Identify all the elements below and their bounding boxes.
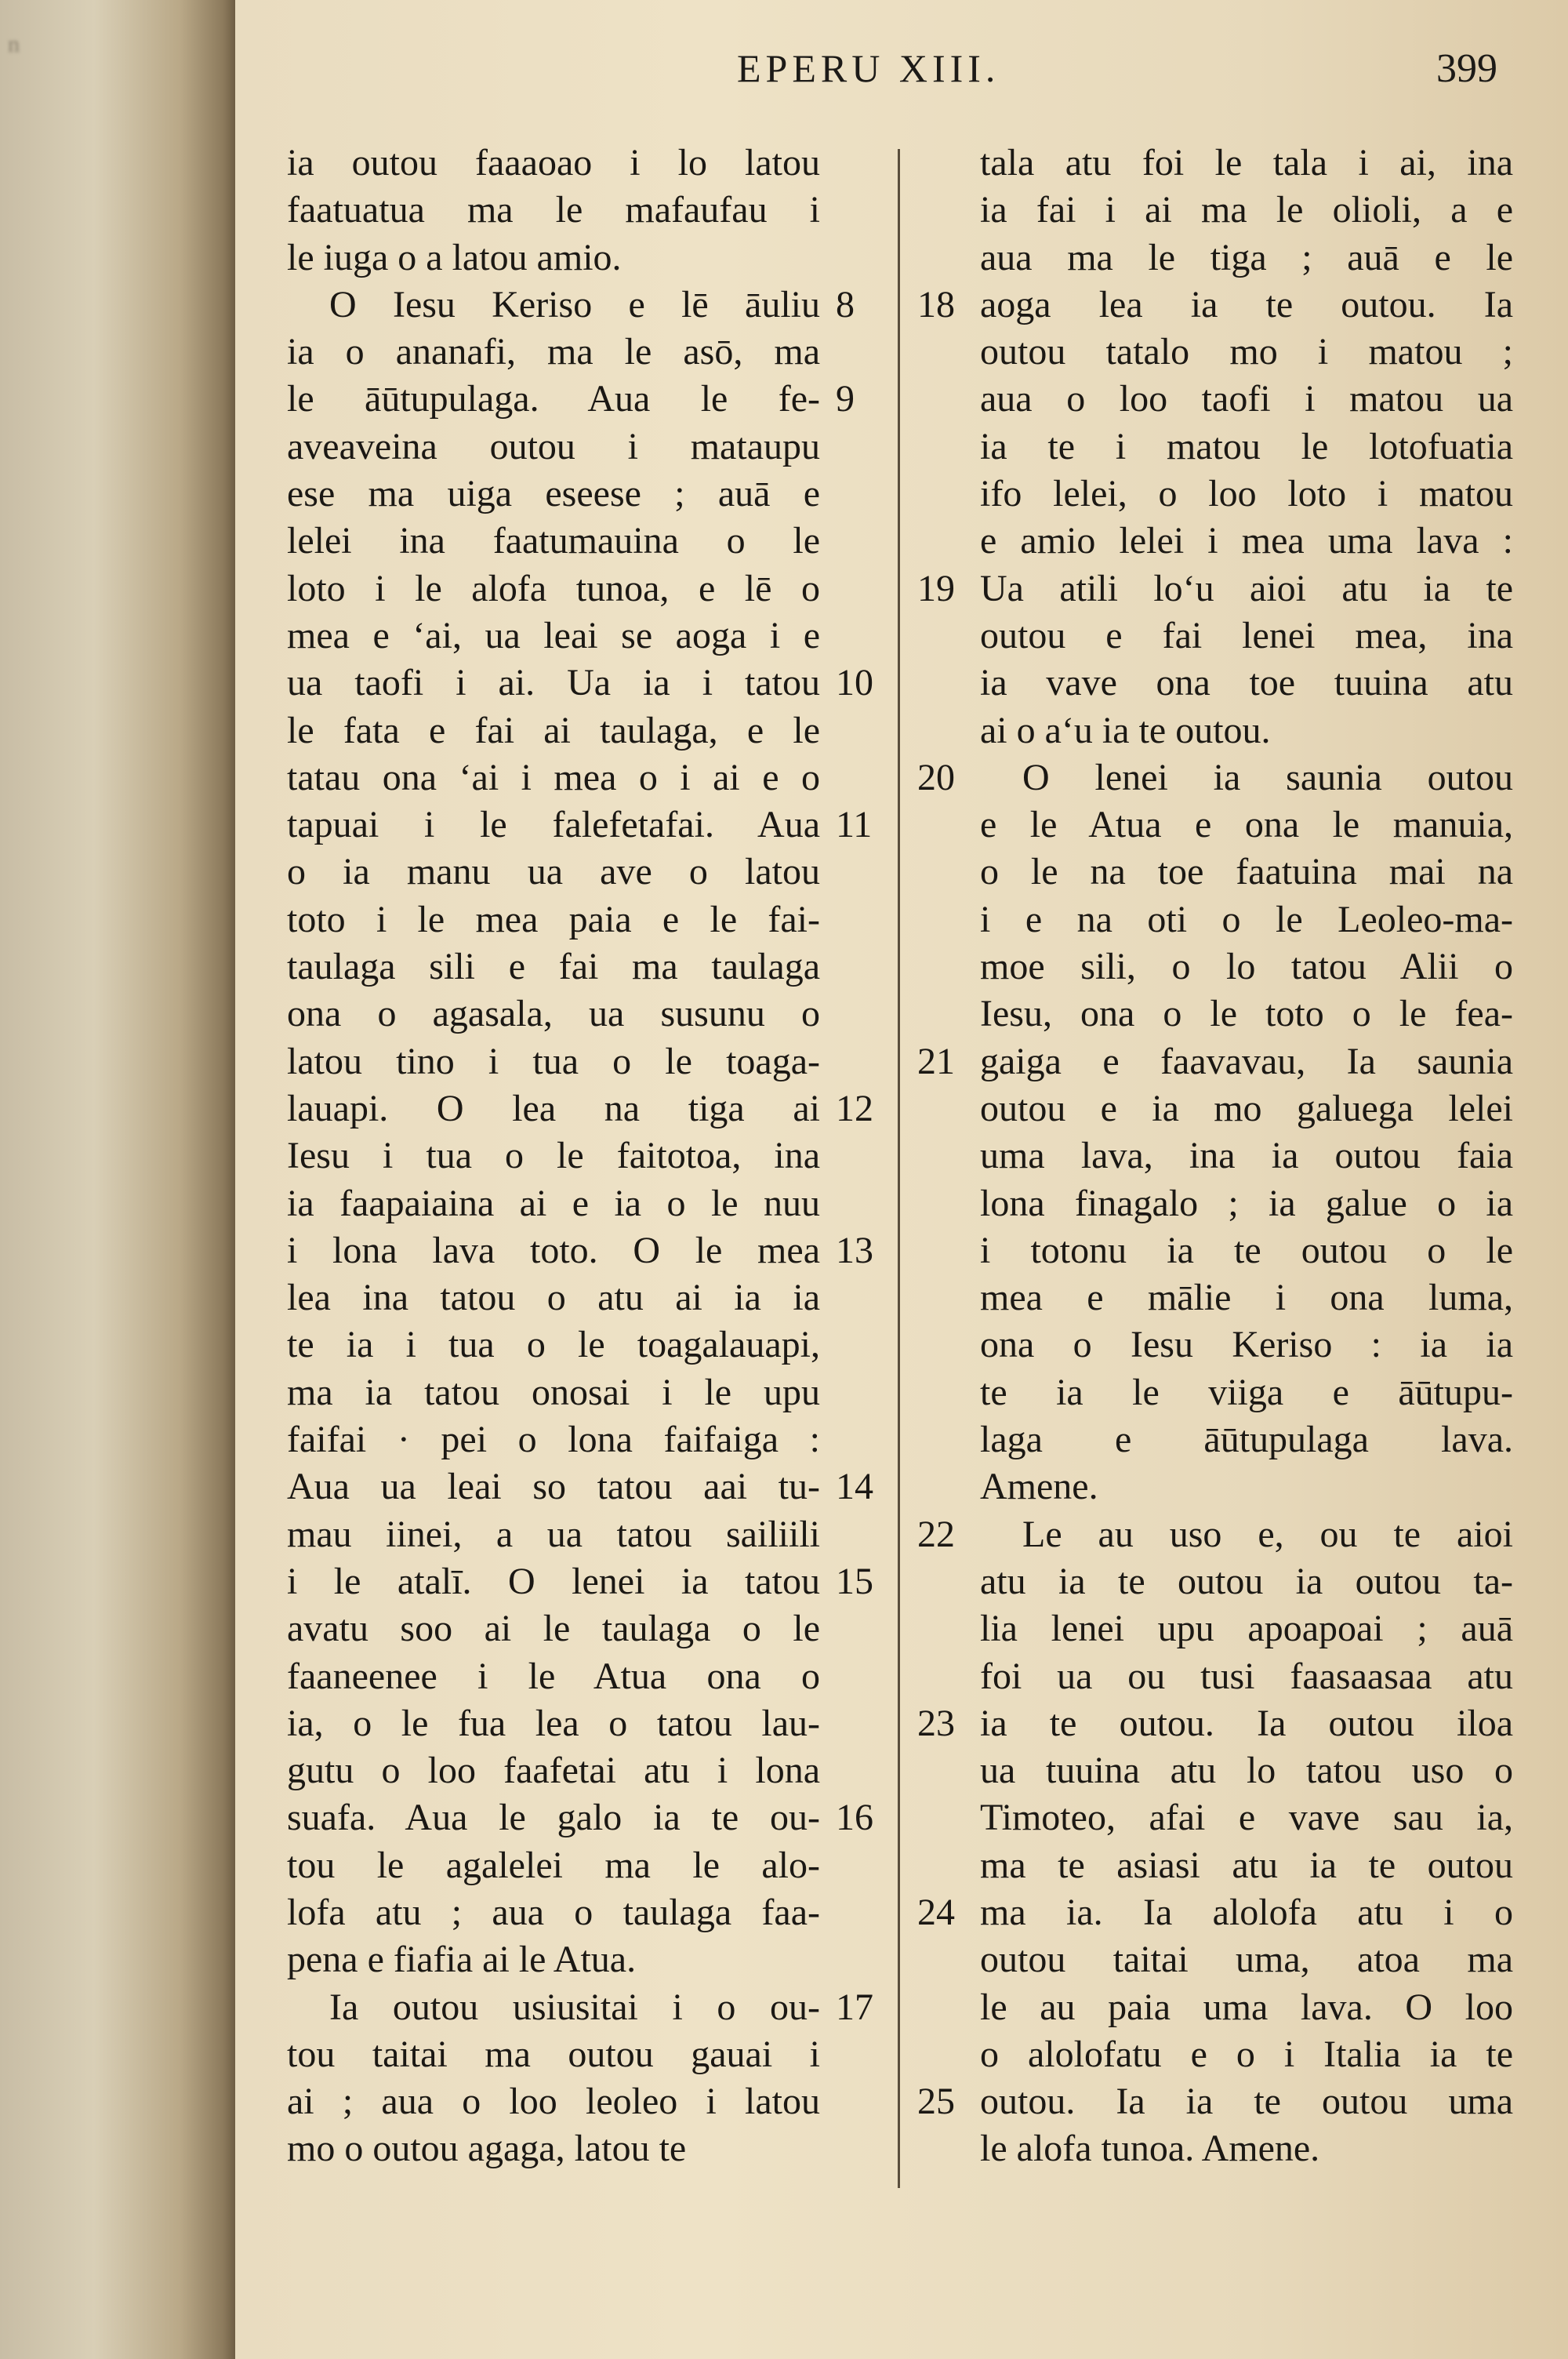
line-text: Timoteo, afai e vave sau ia, bbox=[980, 1797, 1513, 1839]
verse-number: 8 bbox=[836, 283, 855, 325]
text-line bbox=[917, 1511, 1513, 1558]
line-text: Amene. bbox=[980, 1466, 1098, 1508]
line-text: outou e fai lenei mea, ina bbox=[980, 614, 1513, 656]
line-text: le au paia uma lava. O loo bbox=[980, 1986, 1513, 2028]
line-text: le fata e fai ai taulaga, e le bbox=[287, 709, 820, 751]
text-line bbox=[287, 1984, 873, 2031]
text-line bbox=[980, 1605, 1513, 1652]
line-text: ia te i matou le lotofuatia bbox=[980, 425, 1513, 467]
line-text: lauapi. O lea na tiga ai bbox=[287, 1087, 820, 1129]
text-line bbox=[980, 1936, 1513, 1983]
text-line bbox=[980, 140, 1513, 187]
text-line bbox=[287, 896, 820, 943]
text-line bbox=[980, 612, 1513, 660]
text-line bbox=[287, 282, 855, 329]
line-text: le alofa tunoa. Amene. bbox=[980, 2128, 1320, 2170]
text-line bbox=[980, 660, 1513, 707]
line-text: e amio lelei i mea uma lava : bbox=[980, 520, 1513, 562]
text-line bbox=[980, 1984, 1513, 2031]
line-text: faifai · pei o lona faifaiga : bbox=[287, 1419, 820, 1461]
line-text: ua taofi i ai. Ua ia i tatou bbox=[287, 662, 820, 704]
text-line bbox=[980, 1085, 1513, 1132]
text-line bbox=[287, 1227, 873, 1274]
line-text: lofa atu ; aua o taulaga faa- bbox=[287, 1891, 820, 1933]
line-text: faatuatua ma le mafaufau i bbox=[287, 189, 820, 231]
line-text: e le Atua e ona le manuia, bbox=[980, 804, 1513, 846]
line-text: atu ia te outou ia outou ta- bbox=[980, 1560, 1513, 1602]
verse-number: 12 bbox=[836, 1087, 873, 1129]
line-text: laga e āūtupulaga lava. bbox=[980, 1419, 1513, 1461]
line-text: ma te asiasi atu ia te outou bbox=[980, 1844, 1513, 1886]
line-text: ia te outou. Ia outou iloa bbox=[980, 1702, 1513, 1744]
text-line bbox=[287, 2078, 820, 2125]
line-text: lea ina tatou o atu ai ia ia bbox=[287, 1277, 820, 1319]
facing-page-gutter bbox=[0, 0, 235, 2359]
line-text: moe sili, o lo tatou Alii o bbox=[980, 946, 1513, 988]
text-line bbox=[287, 1321, 820, 1369]
line-text: lona finagalo ; ia galue o ia bbox=[980, 1182, 1513, 1224]
text-line bbox=[287, 1558, 873, 1605]
verse-number: 17 bbox=[836, 1986, 873, 2028]
page-number: 399 bbox=[1436, 46, 1497, 91]
text-line bbox=[287, 187, 820, 234]
text-line bbox=[917, 565, 1513, 612]
text-line bbox=[287, 471, 820, 518]
line-text: tapuai i le falefetafai. Aua bbox=[287, 804, 820, 846]
line-text: ifo lelei, o loo loto i matou bbox=[980, 473, 1513, 515]
line-text: Iesu i tua o le faitotoa, ina bbox=[287, 1135, 820, 1177]
text-line bbox=[287, 1842, 820, 1889]
line-text: le āūtupulaga. Aua le fe- bbox=[287, 378, 820, 420]
line-text: ona o agasala, ua susunu o bbox=[287, 993, 820, 1035]
line-text: ai ; aua o loo leoleo i latou bbox=[287, 2081, 820, 2123]
text-line bbox=[287, 1085, 873, 1132]
line-text: tatau ona ‘ai i mea o i ai e o bbox=[287, 756, 820, 798]
text-line bbox=[287, 1794, 873, 1841]
line-text: Ia outou usiusitai i o ou- bbox=[329, 1986, 820, 2028]
text-line bbox=[287, 1463, 873, 1510]
text-line bbox=[287, 1700, 820, 1747]
text-line bbox=[917, 1700, 1513, 1747]
text-line bbox=[980, 1274, 1513, 1321]
text-line bbox=[980, 1227, 1513, 1274]
line-text: tou taitai ma outou gauai i bbox=[287, 2033, 820, 2075]
line-text: outou tatalo mo i matou ; bbox=[980, 331, 1513, 373]
line-text: ona o Iesu Keriso : ia ia bbox=[980, 1324, 1513, 1366]
text-line bbox=[980, 801, 1513, 849]
text-line bbox=[980, 423, 1513, 471]
line-text: ese ma uiga eseese ; auā e bbox=[287, 473, 820, 515]
line-text: Ua atili lo‘u aioi atu ia te bbox=[980, 567, 1513, 609]
column-divider bbox=[898, 149, 900, 2188]
line-text: ia outou faaaoao i lo latou bbox=[287, 142, 820, 184]
line-text: i le atalī. O lenei ia tatou bbox=[287, 1560, 820, 1602]
text-line bbox=[980, 1180, 1513, 1227]
line-text: tou le agalelei ma le alo- bbox=[287, 1844, 820, 1886]
line-text: suafa. Aua le galo ia te ou- bbox=[287, 1797, 820, 1839]
text-line bbox=[980, 518, 1513, 565]
verse-number: 24 bbox=[917, 1891, 955, 1933]
line-text: outou taitai uma, atoa ma bbox=[980, 1939, 1513, 1981]
text-line bbox=[287, 660, 873, 707]
verse-number: 19 bbox=[917, 567, 955, 609]
line-text: outou. Ia ia te outou uma bbox=[980, 2081, 1513, 2123]
line-text: lia lenei upu apoapoai ; auā bbox=[980, 1608, 1513, 1650]
text-line bbox=[287, 612, 820, 660]
text-line bbox=[287, 329, 820, 376]
line-text: O lenei ia saunia outou bbox=[1022, 756, 1513, 798]
line-text: gutu o loo faafetai atu i lona bbox=[287, 1750, 820, 1792]
text-line bbox=[287, 1180, 820, 1227]
line-text: ia faapaiaina ai e ia o le nuu bbox=[287, 1182, 820, 1224]
text-line bbox=[917, 1889, 1513, 1936]
text-line bbox=[917, 2078, 1513, 2125]
line-text: O Iesu Keriso e lē āuliu bbox=[329, 283, 820, 325]
text-line bbox=[287, 1889, 820, 1936]
line-text: Le au uso e, ou te aioi bbox=[1022, 1513, 1513, 1555]
text-line bbox=[287, 376, 855, 423]
line-text: ia, o le fua lea o tatou lau- bbox=[287, 1702, 820, 1744]
verse-number: 13 bbox=[836, 1229, 873, 1271]
line-text: aua ma le tiga ; auā e le bbox=[980, 236, 1513, 278]
line-text: i totonu ia te outou o le bbox=[980, 1229, 1513, 1271]
verse-number: 10 bbox=[836, 662, 873, 704]
line-text: pena e fiafia ai le Atua. bbox=[287, 1939, 637, 1981]
line-text: le iuga o a latou amio. bbox=[287, 236, 622, 278]
line-text: aoga lea ia te outou. Ia bbox=[980, 283, 1513, 325]
line-text: ua tuuina atu lo tatou uso o bbox=[980, 1750, 1513, 1792]
right-column bbox=[917, 140, 1513, 2173]
line-text: ma ia tatou onosai i le upu bbox=[287, 1371, 820, 1413]
text-line bbox=[980, 707, 1513, 754]
text-line bbox=[917, 282, 1513, 329]
text-line bbox=[287, 565, 820, 612]
verse-number: 23 bbox=[917, 1702, 955, 1744]
text-line bbox=[980, 2125, 1513, 2172]
line-text: mau iinei, a ua tatou sailiili bbox=[287, 1513, 820, 1555]
verse-number: 22 bbox=[917, 1513, 955, 1555]
text-line bbox=[980, 234, 1513, 282]
line-text: o le na toe faatuina mai na bbox=[980, 851, 1513, 893]
line-text: ia fai i ai ma le olioli, a e bbox=[980, 189, 1513, 231]
text-line bbox=[287, 2125, 820, 2172]
line-text: i e na oti o le Leoleo-ma- bbox=[980, 898, 1513, 940]
text-line bbox=[287, 1653, 820, 1700]
text-line bbox=[917, 754, 1513, 801]
text-line bbox=[980, 1558, 1513, 1605]
text-line bbox=[287, 1511, 820, 1558]
line-text: ai o a‘u ia te outou. bbox=[980, 709, 1271, 751]
text-line bbox=[287, 1369, 820, 1416]
line-text: ia vave ona toe tuuina atu bbox=[980, 662, 1513, 704]
line-text: mo o outou agaga, latou te bbox=[287, 2128, 687, 2170]
line-text: i lona lava toto. O le mea bbox=[287, 1229, 820, 1271]
line-text: te ia i tua o le toagalauapi, bbox=[287, 1324, 820, 1366]
verse-number: 9 bbox=[836, 378, 855, 420]
text-line bbox=[287, 1936, 820, 1983]
text-line bbox=[980, 896, 1513, 943]
verse-number: 16 bbox=[836, 1797, 873, 1839]
text-line bbox=[980, 329, 1513, 376]
verse-number: 11 bbox=[836, 804, 873, 846]
text-line bbox=[287, 707, 820, 754]
text-line bbox=[287, 2031, 820, 2078]
text-line bbox=[980, 1747, 1513, 1794]
line-text: avatu soo ai le taulaga o le bbox=[287, 1608, 820, 1650]
text-line bbox=[980, 1369, 1513, 1416]
text-line bbox=[287, 1132, 820, 1180]
text-line bbox=[980, 1321, 1513, 1369]
verse-number: 14 bbox=[836, 1466, 873, 1508]
text-line bbox=[980, 1416, 1513, 1463]
line-text: o alolofatu e o i Italia ia te bbox=[980, 2033, 1513, 2075]
verse-number: 20 bbox=[917, 756, 955, 798]
line-text: Aua ua leai so tatou aai tu- bbox=[287, 1466, 820, 1508]
line-text: lelei ina faatumauina o le bbox=[287, 520, 820, 562]
text-line bbox=[980, 1842, 1513, 1889]
text-line bbox=[287, 754, 820, 801]
text-line bbox=[980, 1653, 1513, 1700]
text-line bbox=[980, 849, 1513, 896]
text-line bbox=[980, 187, 1513, 234]
text-line bbox=[287, 1416, 820, 1463]
line-text: loto i le alofa tunoa, e lē o bbox=[287, 567, 820, 609]
text-line bbox=[980, 471, 1513, 518]
text-line bbox=[980, 1463, 1513, 1510]
ghost-text: n bbox=[8, 31, 20, 52]
text-line bbox=[287, 234, 820, 282]
verse-number: 18 bbox=[917, 283, 955, 325]
line-text: mea e ‘ai, ua leai se aoga i e bbox=[287, 614, 820, 656]
text-line bbox=[980, 990, 1513, 1038]
text-line bbox=[980, 1132, 1513, 1180]
text-line bbox=[287, 801, 873, 849]
text-line bbox=[287, 140, 820, 187]
verse-number: 15 bbox=[836, 1560, 873, 1602]
line-text: ma ia. Ia alolofa atu i o bbox=[980, 1891, 1513, 1933]
text-line bbox=[287, 943, 820, 990]
line-text: aua o loo taofi i matou ua bbox=[980, 378, 1513, 420]
line-text: aveaveina outou i mataupu bbox=[287, 425, 820, 467]
verse-number: 21 bbox=[917, 1040, 955, 1082]
text-line bbox=[287, 1274, 820, 1321]
text-line bbox=[287, 518, 820, 565]
text-line bbox=[287, 1747, 820, 1794]
line-text: o ia manu ua ave o latou bbox=[287, 851, 820, 893]
text-line bbox=[287, 423, 820, 471]
line-text: te ia le viiga e āūtupu- bbox=[980, 1371, 1513, 1413]
line-text: tala atu foi le tala i ai, ina bbox=[980, 142, 1513, 184]
line-text: uma lava, ina ia outou faia bbox=[980, 1135, 1513, 1177]
line-text: mea e mālie i ona luma, bbox=[980, 1277, 1513, 1319]
text-line bbox=[980, 2031, 1513, 2078]
line-text: latou tino i tua o le toaga- bbox=[287, 1040, 820, 1082]
line-text: ia o ananafi, ma le asō, ma bbox=[287, 331, 820, 373]
line-text: foi ua ou tusi faasaasaa atu bbox=[980, 1655, 1513, 1697]
verse-number: 25 bbox=[917, 2081, 955, 2123]
line-text: Iesu, ona o le toto o le fea- bbox=[980, 993, 1513, 1035]
text-line bbox=[287, 1038, 820, 1085]
line-text: outou e ia mo galuega lelei bbox=[980, 1087, 1513, 1129]
line-text: gaiga e faavavau, Ia saunia bbox=[980, 1040, 1513, 1082]
line-text: toto i le mea paia e le fai- bbox=[287, 898, 820, 940]
line-text: faaneenee i le Atua ona o bbox=[287, 1655, 820, 1697]
line-text: taulaga sili e fai ma taulaga bbox=[287, 946, 820, 988]
text-line bbox=[917, 1038, 1513, 1085]
text-line bbox=[980, 376, 1513, 423]
text-line bbox=[980, 943, 1513, 990]
text-line bbox=[980, 1794, 1513, 1841]
running-head: EPERU XIII. bbox=[737, 46, 1000, 90]
left-column bbox=[287, 140, 873, 2173]
text-line bbox=[287, 849, 820, 896]
text-line bbox=[287, 1605, 820, 1652]
text-line bbox=[287, 990, 820, 1038]
